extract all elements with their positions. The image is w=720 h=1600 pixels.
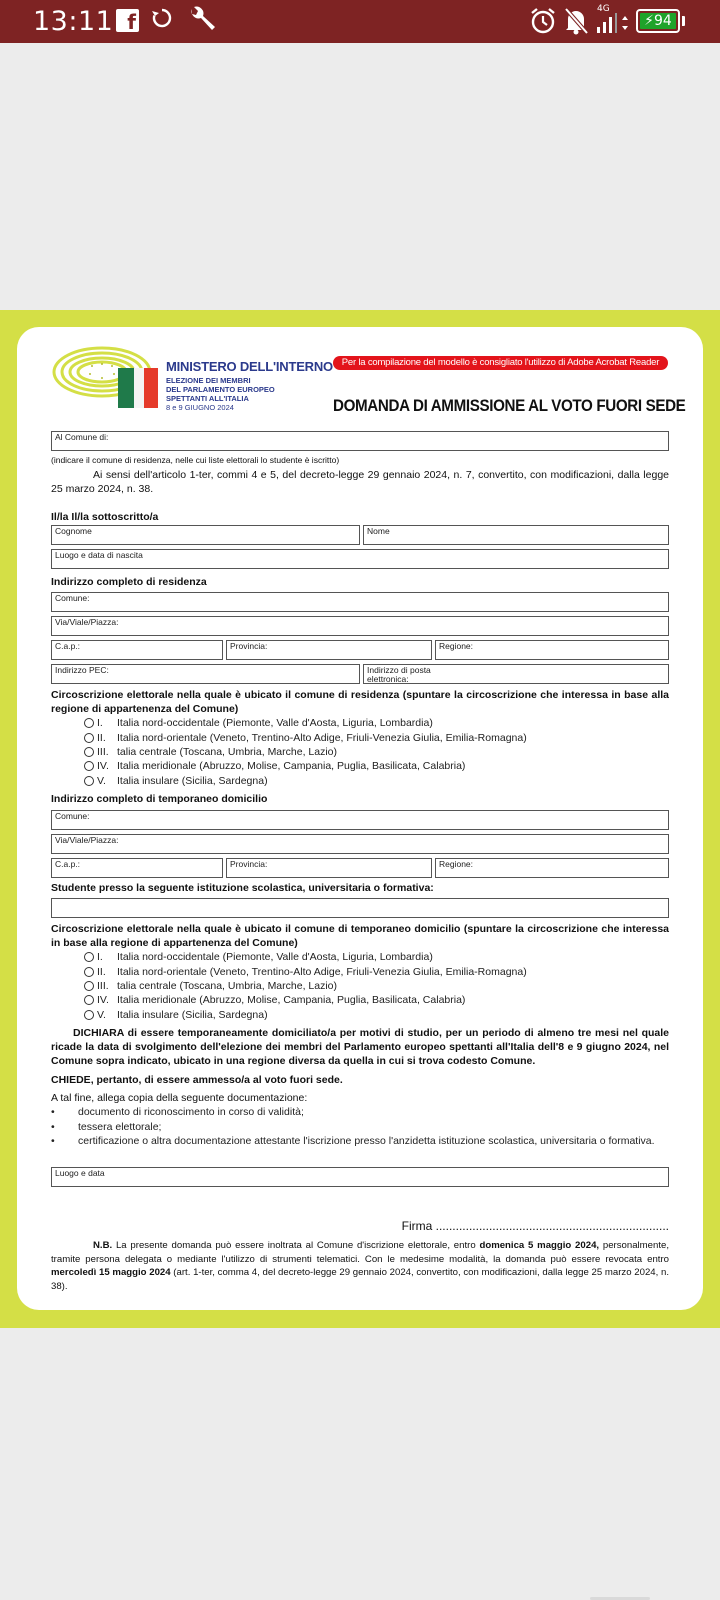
- circ-residence-option-4[interactable]: IV. Italia meridionale (Abruzzo, Molise, Campania, Puglia, Basilicata, Calabria): [84, 759, 527, 773]
- circ-domicile-option-1[interactable]: I. Italia nord-occidentale (Piemonte, Valle d'Aosta, Liguria, Lombardia): [84, 950, 527, 964]
- circ-residence-heading: Circoscrizione elettorale nella quale è ubicato il comune di residenza (spuntare la circoscrizione che interessa in base alla regione di appartenenza del Comune): [51, 689, 669, 715]
- chiede-paragraph: CHIEDE, pertanto, di essere ammesso/a al voto fuori sede.: [51, 1074, 343, 1086]
- pec-field[interactable]: Indirizzo PEC:: [51, 664, 360, 684]
- battery-indicator: ⚡94: [636, 9, 680, 33]
- email-field[interactable]: Indirizzo di posta elettronica:: [363, 664, 669, 684]
- circ-domicile-option-4[interactable]: IV. Italia meridionale (Abruzzo, Molise, Campania, Puglia, Basilicata, Calabria): [84, 993, 527, 1007]
- wrench-icon: [188, 5, 216, 40]
- residence-comune-field[interactable]: Comune:: [51, 592, 669, 612]
- domicile-provincia-field[interactable]: Provincia:: [226, 858, 432, 878]
- charging-icon: ⚡: [644, 13, 654, 29]
- comune-hint: (indicare il comune di residenza, nelle cui liste elettorali lo studente è iscritto): [51, 455, 340, 465]
- domicile-comune-field[interactable]: Comune:: [51, 810, 669, 830]
- document-item: • certificazione o altra documentazione attestante l'iscrizione presso l'anzidetta istituzione scolastica, universitaria o formativa.: [51, 1135, 655, 1147]
- signal-icon: [595, 2, 631, 43]
- domicile-cap-field[interactable]: C.a.p.:: [51, 858, 223, 878]
- signatory-heading: Il/la Il/la sottoscritto/a: [51, 511, 159, 523]
- residence-heading: Indirizzo completo di residenza: [51, 576, 207, 588]
- cognome-field[interactable]: Cognome: [51, 525, 360, 545]
- place-date-field[interactable]: Luogo e data: [51, 1167, 669, 1187]
- radio-button[interactable]: [84, 776, 94, 786]
- alarm-icon: [529, 6, 557, 41]
- domicile-regione-field[interactable]: Regione:: [435, 858, 669, 878]
- election-line-2: DEL PARLAMENTO EUROPEO: [166, 385, 275, 394]
- institution-field[interactable]: [51, 898, 669, 918]
- radio-button[interactable]: [84, 761, 94, 771]
- election-line-3: SPETTANTI ALL'ITALIA: [166, 394, 249, 403]
- document-item: • tessera elettorale;: [51, 1120, 162, 1133]
- circ-residence-option-1[interactable]: I. Italia nord-occidentale (Piemonte, Valle d'Aosta, Liguria, Lombardia): [84, 716, 527, 730]
- domicile-street-field[interactable]: Via/Viale/Piazza:: [51, 834, 669, 854]
- ministry-header: [166, 359, 333, 412]
- clock: 13:11: [33, 6, 114, 37]
- radio-button[interactable]: [84, 967, 94, 977]
- signature-line: Firma ......................................................................: [401, 1219, 669, 1233]
- form-title: DOMANDA DI AMMISSIONE AL VOTO FUORI SEDE: [333, 397, 686, 415]
- intro-text: Ai sensi dell'articolo 1-ter, commi 4 e 5, del decreto-legge 29 gennaio 2024, n. 7, convertito, con modificazioni, dalla legge 25 marzo 2024, n. 38.: [51, 469, 669, 495]
- birth-place-date-field[interactable]: Luogo e data di nascita: [51, 549, 669, 569]
- radio-button[interactable]: [84, 718, 94, 728]
- radio-button[interactable]: [84, 747, 94, 757]
- radio-button[interactable]: [84, 1010, 94, 1020]
- documents-list: [51, 1105, 669, 1149]
- residence-regione-field[interactable]: Regione:: [435, 640, 669, 660]
- circ-residence-option-3[interactable]: III. talia centrale (Toscana, Umbria, Marche, Lazio): [84, 745, 527, 759]
- acrobat-notice: Per la compilazione del modello è consigliato l'utilizzo di Adobe Acrobat Reader: [333, 356, 668, 370]
- svg-text:4G: 4G: [597, 4, 610, 14]
- sync-icon: [150, 6, 174, 36]
- notifications-muted-icon: [563, 6, 589, 41]
- circ-domicile-option-2[interactable]: II. Italia nord-orientale (Veneto, Trentino-Alto Adige, Friuli-Venezia Giulia, Emilia-Romagna): [84, 964, 527, 978]
- circ-domicile-option-3[interactable]: III. talia centrale (Toscana, Umbria, Marche, Lazio): [84, 979, 527, 993]
- battery-tip: [682, 16, 685, 26]
- radio-button[interactable]: [84, 952, 94, 962]
- residence-provincia-field[interactable]: Provincia:: [226, 640, 432, 660]
- circ-domicile-heading: Circoscrizione elettorale nella quale è ubicato il comune di temporaneo domicilio (spuntare la circoscrizione che interessa in base alla regione di appartenenza del Comune): [51, 923, 669, 949]
- radio-button[interactable]: [84, 733, 94, 743]
- circ-residence-option-5[interactable]: V. Italia insulare (Sicilia, Sardegna): [84, 774, 527, 788]
- parliament-logo: [52, 342, 162, 417]
- circ-residence-option-2[interactable]: II. Italia nord-orientale (Veneto, Trentino-Alto Adige, Friuli-Venezia Giulia, Emilia-Romagna): [84, 730, 527, 744]
- circ-domicile-option-5[interactable]: V. Italia insulare (Sicilia, Sardegna): [84, 1008, 527, 1022]
- allega-text: A tal fine, allega copia della seguente documentazione:: [51, 1092, 308, 1104]
- radio-button[interactable]: [84, 981, 94, 991]
- radio-button[interactable]: [84, 995, 94, 1005]
- residence-cap-field[interactable]: C.a.p.:: [51, 640, 223, 660]
- circ-domicile-options: [84, 950, 527, 1022]
- domicile-heading: Indirizzo completo di temporaneo domicilio: [51, 793, 268, 805]
- comune-field[interactable]: Al Comune di:: [51, 431, 669, 451]
- student-heading: Studente presso la seguente istituzione scolastica, universitaria o formativa:: [51, 882, 434, 894]
- nome-field[interactable]: Nome: [363, 525, 669, 545]
- election-date: 8 e 9 GIUGNO 2024: [166, 403, 234, 412]
- facebook-icon: f: [116, 9, 139, 32]
- circ-residence-options: [84, 716, 527, 788]
- ministry-name: MINISTERO DELL'INTERNO: [166, 359, 333, 374]
- dichiara-paragraph: DICHIARA di essere temporaneamente domiciliato/a per motivi di studio, per un periodo di almeno tre mesi nel quale ricade la data di svolgimento dell'elezione dei membri del Parlamento europeo spettanti all'Italia dell'8 e 9 giugno 2024, nel Comune sopra indicato, ubicato in una regione diversa da quella in cui si trova codesto Comune.: [51, 1027, 669, 1067]
- election-line-1: ELEZIONE DEI MEMBRI: [166, 376, 251, 385]
- nb-paragraph: N.B. La presente domanda può essere inoltrata al Comune d'iscrizione elettorale, entro domenica 5 maggio 2024, personalmente, tramite persona delegata o mediante l'utilizzo di strumenti telematici. Con le medesime modalità, la domanda può essere revocata entro mercoledì 15 maggio 2024 (art. 1-ter, comma 4, del decreto-legge 29 gennaio 2024, convertito, con modificazioni, dalla legge 25 marzo 2024, n. 38).: [51, 1240, 669, 1292]
- document-item: • documento di riconoscimento in corso di validità;: [51, 1106, 304, 1118]
- residence-street-field[interactable]: Via/Viale/Piazza:: [51, 616, 669, 636]
- status-bar: [0, 0, 720, 43]
